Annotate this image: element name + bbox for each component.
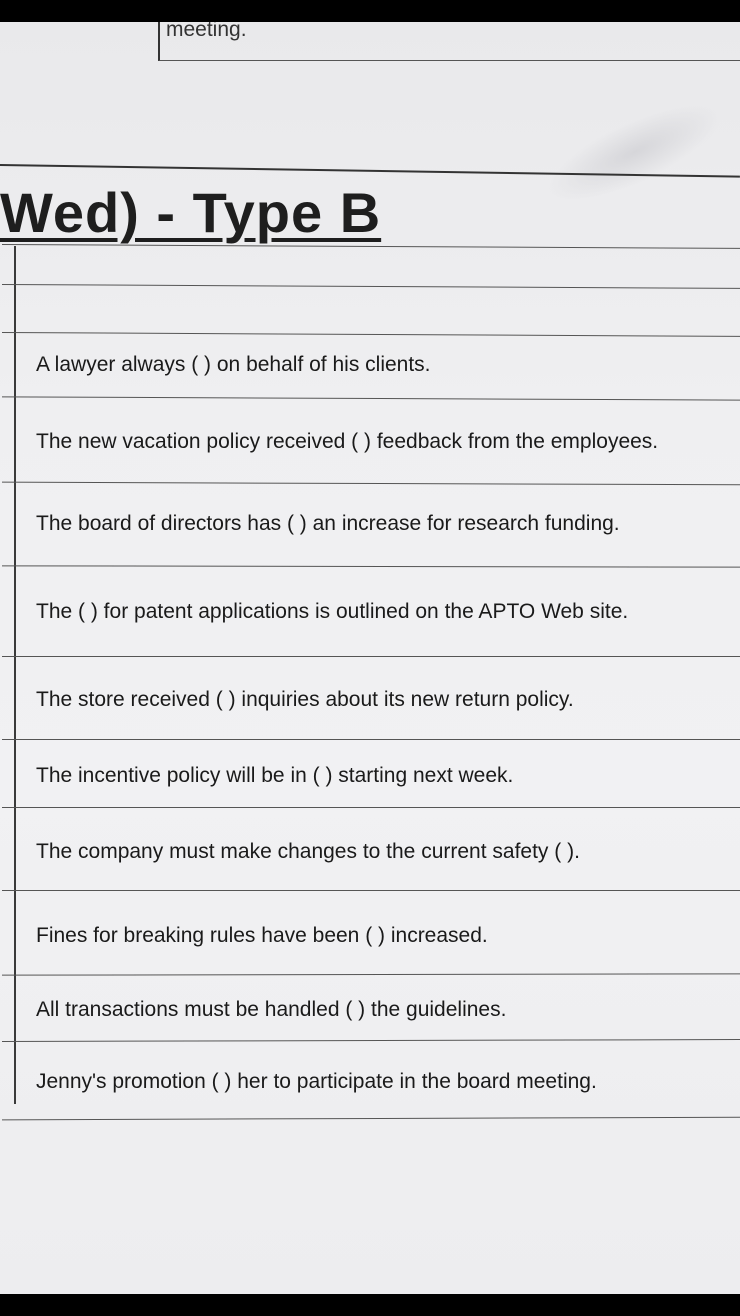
table-line [2,332,740,337]
table-line [2,482,740,486]
table-line [2,396,740,400]
table-row-6: The incentive policy will be in ( ) starting next week. [36,764,514,787]
table-line [2,739,740,740]
table-row-10: Jenny's promotion ( ) her to participate in the board meeting. [36,1070,597,1093]
table-row-4: The ( ) for patent applications is outlined on the APTO Web site. [36,600,629,623]
sentence-table [14,246,738,1104]
table-line [2,890,740,891]
previous-row-text: meeting. [166,22,247,41]
table-row-9: All transactions must be handled ( ) the guidelines. [36,998,507,1021]
table-row-5: The store received ( ) inquiries about its new return policy. [36,688,574,711]
table-line [2,973,740,975]
table-line [2,1117,740,1121]
table-line [2,807,740,808]
section-title: Wed) - Type B [0,181,382,244]
table-line [2,656,740,657]
table-line [2,1039,740,1042]
worksheet-page [0,22,740,1294]
paper-stain [536,85,734,220]
table-row-7: The company must make changes to the current safety ( ). [36,840,580,863]
table-line [2,565,740,567]
table-row-3: The board of directors has ( ) an increase for research funding. [36,512,620,535]
table-row-2: The new vacation policy received ( ) feedback from the employees. [36,430,659,453]
table-row-8: Fines for breaking rules have been ( ) increased. [36,924,488,947]
table-row-1: A lawyer always ( ) on behalf of his clients. [36,353,431,376]
table-line [2,284,740,289]
